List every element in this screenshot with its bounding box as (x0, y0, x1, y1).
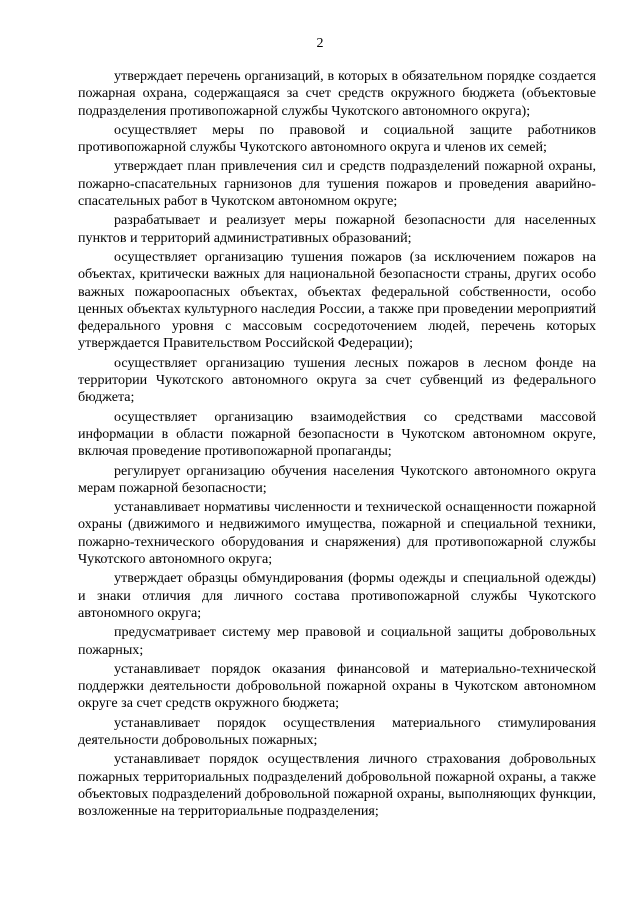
paragraph: разрабатывает и реализует меры пожарной безопасности для населенных пунктов и территорий административных образований; (78, 212, 596, 246)
paragraph: устанавливает нормативы численности и технической оснащенности пожарной охраны (движимого и недвижимого имущества, пожарной и специальной техники, пожарно-технического оборудования и снаряжения) для противопожарной службы Чукотского автономного округа; (78, 499, 596, 568)
paragraph: осуществляет организацию тушения пожаров (за исключением пожаров на объектах, критически важных для национальной безопасности страны, других особо важных пожароопасных объектах, объектах федеральной собственности, особо ценных объектах культурного наследия России, а также при проведении мероприятий федерального уровня с массовым сосредоточением людей, перечень которых утверждается Правительством Российской Федерации); (78, 248, 596, 352)
paragraph: утверждает план привлечения сил и средств подразделений пожарной охраны, пожарно-спасательных гарнизонов для тушения пожаров и проведения аварийно-спасательных работ в Чукотском автономном округе; (78, 158, 596, 210)
paragraph: устанавливает порядок оказания финансовой и материально-технической поддержки деятельности добровольной пожарной охраны в Чукотском автономном округе за счет средств окружного бюджета; (78, 660, 596, 712)
paragraph: утверждает перечень организаций, в которых в обязательном порядке создается пожарная охрана, содержащаяся за счет средств окружного бюджета (объектовые подразделения противопожарной службы Чукотского автономного округа); (78, 68, 596, 119)
paragraph: утверждает образцы обмундирования (формы одежды и специальной одежды) и знаки отличия для личного состава противопожарной службы Чукотского автономного округа; (78, 570, 596, 621)
paragraph: устанавливает порядок осуществления личного страхования добровольных пожарных территориальных подразделений добровольной пожарной охраны, а также объектовых подразделений добровольной пожарной охраны, выполняющих функции, возложенные на территориальные подразделения; (78, 751, 596, 820)
paragraph: осуществляет организацию взаимодействия со средствами массовой информации в области пожарной безопасности в Чукотском автономном округе, включая проведение противопожарной пропаганды; (78, 408, 596, 460)
paragraph: предусматривает систему мер правовой и социальной защиты добровольных пожарных; (78, 624, 596, 658)
paragraph: устанавливает порядок осуществления материального стимулирования деятельности добровольных пожарных; (78, 714, 596, 748)
page-number: 2 (316, 36, 324, 51)
paragraph: осуществляет меры по правовой и социальной защите работников противопожарной службы Чукотского автономного округа и членов их семей; (78, 121, 596, 156)
paragraph: регулирует организацию обучения населения Чукотского автономного округа мерам пожарной безопасности; (78, 462, 596, 496)
paragraph: осуществляет организацию тушения лесных пожаров в лесном фонде на территории Чукотского автономного округа за счет субвенций из федерального бюджета; (78, 354, 596, 406)
document-body (78, 68, 596, 822)
